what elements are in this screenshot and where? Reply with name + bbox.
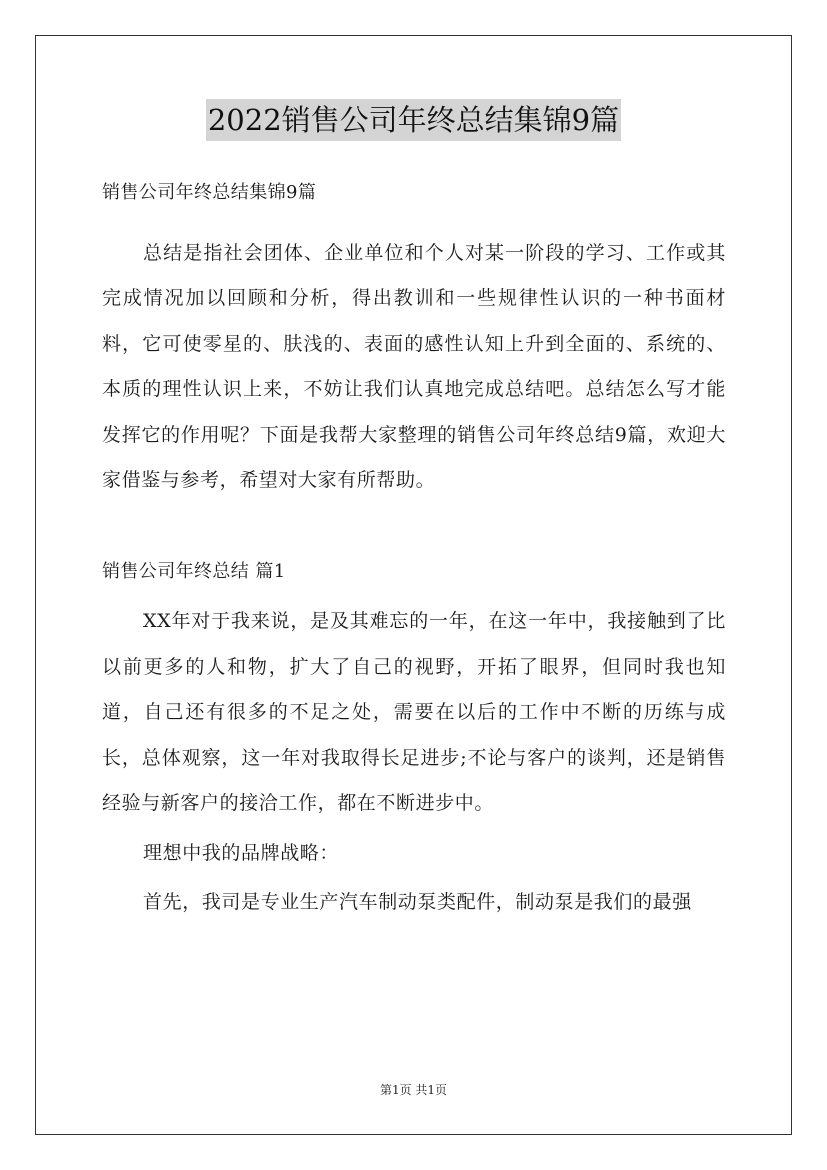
body-paragraph: 理想中我的品牌战略：	[143, 841, 340, 864]
section-spacer	[102, 504, 726, 549]
document-subtitle: 销售公司年终总结集锦9篇	[102, 182, 317, 203]
document-title: 2022销售公司年终总结集锦9篇	[206, 99, 621, 141]
title-container	[0, 99, 827, 141]
document-body	[102, 170, 726, 926]
body-paragraph: XX年对于我来说，是及其难忘的一年，在这一年中，我接触到了比以前更多的人和物，扩大了自己的视野，开拓了眼界，但同时我也知道，自己还有很多的不足之处，需要在以后的工作中不断的历练与成长，总体观察，这一年对我取得长足进步;不论与客户的谈判，还是销售经验与新客户的接洽工作，都在不断进步中。	[102, 610, 726, 814]
page-footer: 第1页 共1页	[379, 1083, 448, 1097]
intro-paragraph: 总结是指社会团体、企业单位和个人对某一阶段的学习、工作或其完成情况加以回顾和分析，得出教训和一些规律性认识的一种书面材料，它可使零星的、肤浅的、表面的感性认知上升到全面的、系统的、本质的理性认识上来，不妨让我们认真地完成总结吧。总结怎么写才能发挥它的作用呢？下面是我帮大家整理的销售公司年终总结9篇，欢迎大家借鉴与参考，希望对大家有所帮助。	[102, 241, 726, 491]
body-paragraph: 首先，我司是专业生产汽车制动泵类配件，制动泵是我们的最强	[143, 891, 692, 913]
section-heading: 销售公司年终总结 篇1	[102, 560, 286, 582]
